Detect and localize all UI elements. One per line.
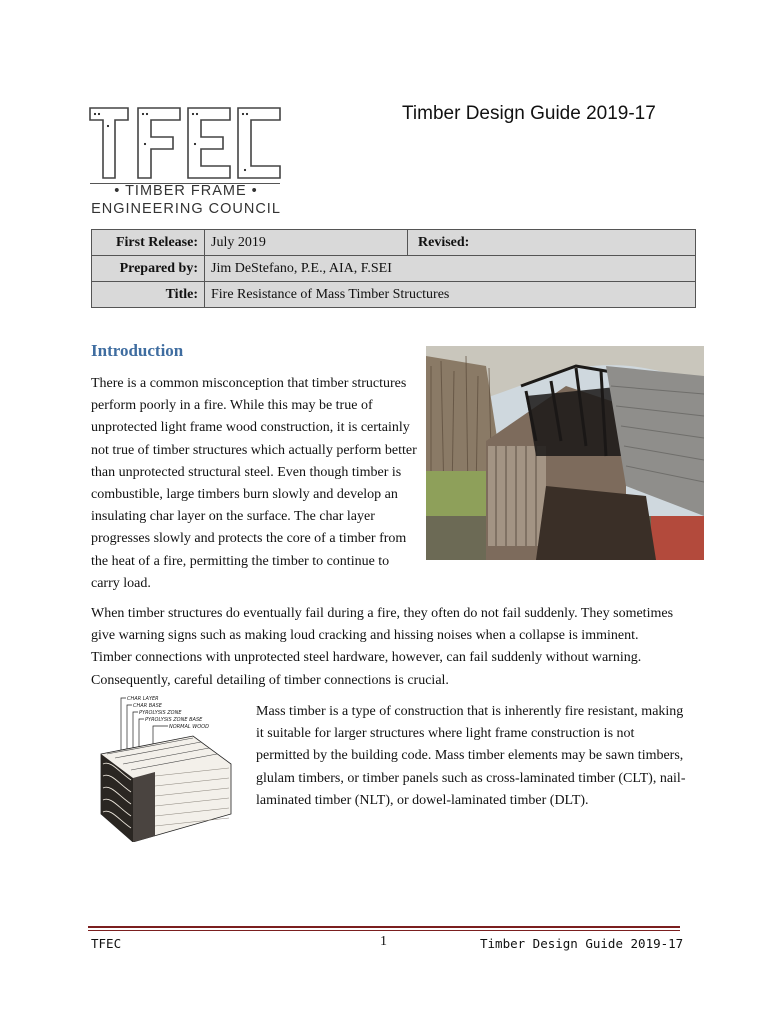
section-heading-introduction: Introduction bbox=[91, 341, 184, 360]
footer-divider-thin bbox=[88, 930, 680, 931]
document-title: Timber Design Guide 2019-17 bbox=[402, 103, 656, 124]
burned-barn-photo bbox=[426, 346, 704, 560]
tfec-logo bbox=[88, 104, 284, 222]
diagram-label-pyrolysis-zone: PYROLYSIS ZONE bbox=[139, 710, 182, 716]
prepared-by-value: Jim DeStefano, P.E., AIA, F.SEI bbox=[205, 256, 696, 282]
diagram-label-normal-wood: NORMAL WOOD bbox=[169, 724, 209, 730]
footer-divider bbox=[88, 926, 680, 928]
document-info-table bbox=[91, 229, 696, 308]
first-release-value: July 2019 bbox=[205, 230, 408, 256]
paragraph-1-text: There is a common misconception that timber structures perform poorly in a fire. While this may be true of unprotected light frame wood construction, it is certainly not true of timber structures which actually perform better than unprotected structural steel. Even though timber is combustible, large timbers burn slowly and develop an insulating char layer on the surface. The char layer progresses slowly and protects the core of a timber from the heat of a fire, permitting the timber to continue to carry load. bbox=[91, 376, 417, 591]
page-number: 1 bbox=[380, 934, 387, 949]
paragraph-3: Mass timber is a type of construction that is inherently fire resistant, making it suitable for larger structures where light frame construction is not permitted by the building code. Mass timber elements may be sawn timbers, glulam timbers, or timber panels such as cross-laminated timber (CLT), nail-laminated timber (NLT), or dowel-laminated timber (DLT). bbox=[256, 704, 686, 808]
paragraph-1 bbox=[91, 373, 701, 595]
tfec-logo-mark bbox=[88, 104, 284, 182]
revised-label bbox=[408, 230, 696, 256]
diagram-label-pyrolysis-zone-base: PYROLYSIS ZONE BASE bbox=[145, 717, 203, 723]
table-row bbox=[92, 230, 696, 256]
title-value: Fire Resistance of Mass Timber Structures bbox=[205, 282, 696, 308]
paragraph-2: When timber structures do eventually fail during a fire, they often do not fail suddenly. They sometimes give warning signs such as making loud cracking and hissing noises when a collapse is imminent. Timber connections with unprotected steel hardware, however, can fail suddenly without warning. Consequently, careful detailing of timber connections is crucial. bbox=[91, 606, 674, 688]
char-layer-diagram bbox=[93, 694, 233, 842]
revised-label-text: Revised: bbox=[418, 234, 470, 250]
prepared-by-label: Prepared by: bbox=[92, 256, 205, 282]
logo-tagline-line1: • TIMBER FRAME • bbox=[114, 183, 258, 199]
first-release-label: First Release: bbox=[92, 230, 205, 256]
table-row bbox=[92, 256, 696, 282]
footer-organization: TFEC bbox=[91, 936, 122, 951]
title-label: Title: bbox=[92, 282, 205, 308]
footer-document-title: Timber Design Guide 2019-17 bbox=[480, 936, 684, 951]
diagram-label-char-layer: CHAR LAYER bbox=[127, 696, 159, 702]
logo-tagline-line2: ENGINEERING COUNCIL bbox=[91, 201, 281, 217]
table-row bbox=[92, 282, 696, 308]
burned-barn-image bbox=[426, 346, 704, 560]
diagram-label-char-base: CHAR BASE bbox=[133, 703, 162, 709]
char-layer-illustration bbox=[93, 694, 233, 842]
